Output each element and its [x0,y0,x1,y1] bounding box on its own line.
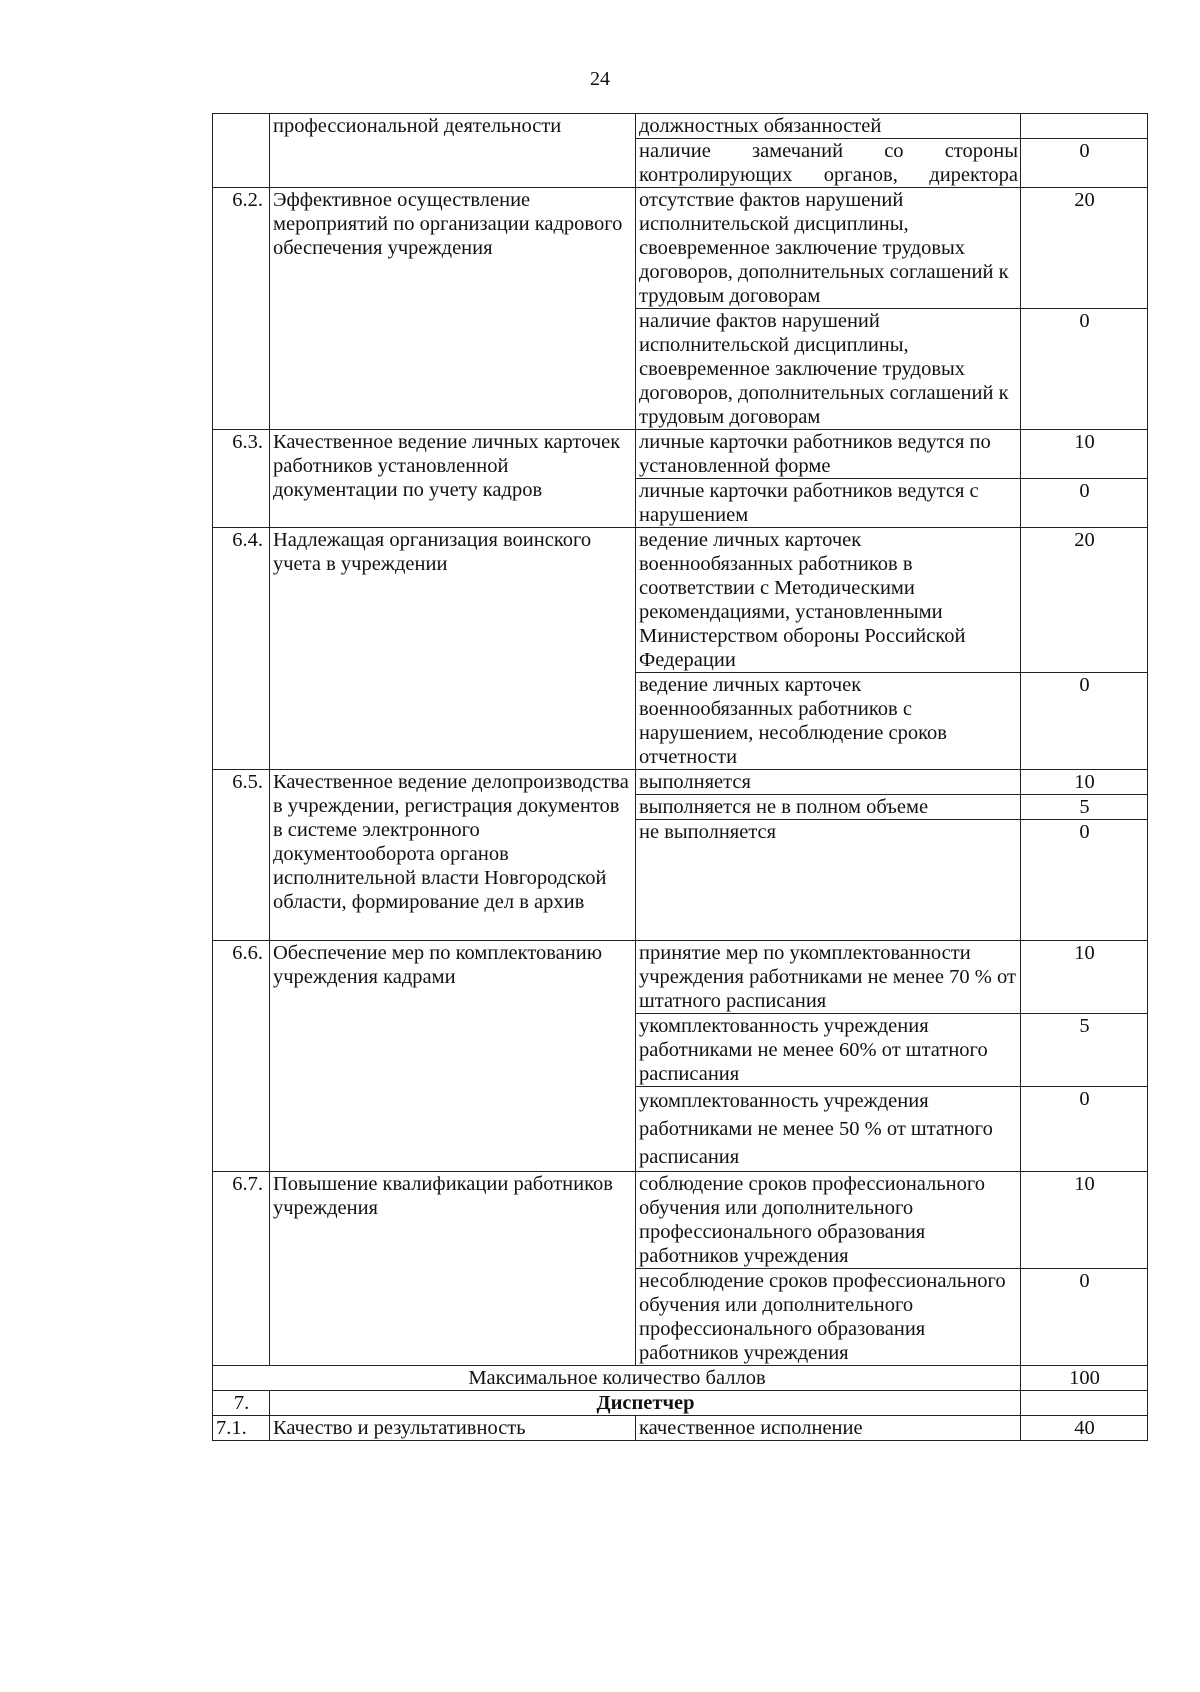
indicator-cell: несоблюдение сроков профессионального обучения или дополнительного профессионального образования работников учреждения [636,1269,1021,1366]
points-cell [1021,1391,1148,1416]
table-row [213,1416,1148,1441]
points-cell: 0 [1021,1269,1148,1366]
indicator-cell: принятие мер по укомплектованности учреждения работниками не менее 70 % от штатного расписания [636,941,1021,1014]
points-cell: 0 [1021,139,1148,188]
points-cell [1021,114,1148,139]
indicator-cell: должностных обязанностей [636,114,1021,139]
section-title: Диспетчер [270,1391,1021,1416]
points-cell: 20 [1021,528,1148,673]
number-cell: 6.7. [213,1172,270,1366]
indicator-cell: укомплектованность учреждения работниками не менее 50 % от штатного расписания [636,1087,1021,1172]
number-cell: 6.4. [213,528,270,770]
table-row [213,1172,1148,1269]
points-cell: 0 [1021,820,1148,941]
points-cell: 10 [1021,941,1148,1014]
table-row [213,1366,1148,1391]
criterion-cell: Качество и результативность [270,1416,636,1441]
indicator-cell: наличие фактов нарушений исполнительской дисциплины, своевременное заключение трудовых договоров, дополнительных соглашений к трудовым договорам [636,309,1021,430]
indicator-cell: качественное исполнение [636,1416,1021,1441]
criterion-cell: Обеспечение мер по комплектованию учреждения кадрами [270,941,636,1172]
points-cell: 5 [1021,1014,1148,1087]
number-cell: 6.6. [213,941,270,1172]
page-number: 24 [590,68,610,90]
indicator-cell: отсутствие фактов нарушений исполнительской дисциплины, своевременное заключение трудовых договоров, дополнительных соглашений к трудовым договорам [636,188,1021,309]
indicator-cell: соблюдение сроков профессионального обучения или дополнительного профессионального образования работников учреждения [636,1172,1021,1269]
max-score-label: Максимальное количество баллов [213,1366,1021,1391]
indicator-cell: выполняется [636,770,1021,795]
table-row [213,188,1148,309]
number-cell: 6.5. [213,770,270,941]
points-cell: 10 [1021,430,1148,479]
criterion-cell: профессиональной деятельности [270,114,636,188]
number-cell: 6.3. [213,430,270,528]
criterion-cell: Качественное ведение личных карточек работников установленной документации по учету кадров [270,430,636,528]
points-cell: 0 [1021,1087,1148,1172]
points-cell: 5 [1021,795,1148,820]
table-row [213,941,1148,1014]
points-cell: 0 [1021,673,1148,770]
table-row [213,770,1148,795]
table-row [213,114,1148,139]
points-cell: 0 [1021,309,1148,430]
number-cell [213,114,270,188]
indicator-cell: не выполняется [636,820,1021,941]
indicator-cell: наличие замечаний со стороны контролирующих органов, директора [636,139,1021,188]
indicator-cell: ведение личных карточек военнообязанных работников с нарушением, несоблюдение сроков отчетности [636,673,1021,770]
table-row [213,1391,1148,1416]
table-row [213,528,1148,673]
criterion-cell: Надлежащая организация воинского учета в учреждении [270,528,636,770]
indicator-cell: выполняется не в полном объеме [636,795,1021,820]
indicator-cell: укомплектованность учреждения работниками не менее 60% от штатного расписания [636,1014,1021,1087]
criterion-cell: Повышение квалификации работников учреждения [270,1172,636,1366]
points-cell: 0 [1021,479,1148,528]
points-cell: 40 [1021,1416,1148,1441]
number-cell: 7.1. [213,1416,270,1441]
section-number: 7. [213,1391,270,1416]
max-score-value: 100 [1021,1366,1148,1391]
points-cell: 20 [1021,188,1148,309]
points-cell: 10 [1021,770,1148,795]
indicator-cell: личные карточки работников ведутся с нарушением [636,479,1021,528]
table-row [213,430,1148,479]
indicator-cell: личные карточки работников ведутся по установленной форме [636,430,1021,479]
points-cell: 10 [1021,1172,1148,1269]
indicator-cell: ведение личных карточек военнообязанных работников в соответствии с Методическими рекомендациями, установленными Министерством обороны Российской Федерации [636,528,1021,673]
criterion-cell: Качественное ведение делопроизводства в учреждении, регистрация документов в системе электронного документооборота органов исполнительной власти Новгородской области, формирование дел в архив [270,770,636,941]
number-cell: 6.2. [213,188,270,430]
criteria-table [212,113,1148,1441]
criterion-cell: Эффективное осуществление мероприятий по организации кадрового обеспечения учреждения [270,188,636,430]
